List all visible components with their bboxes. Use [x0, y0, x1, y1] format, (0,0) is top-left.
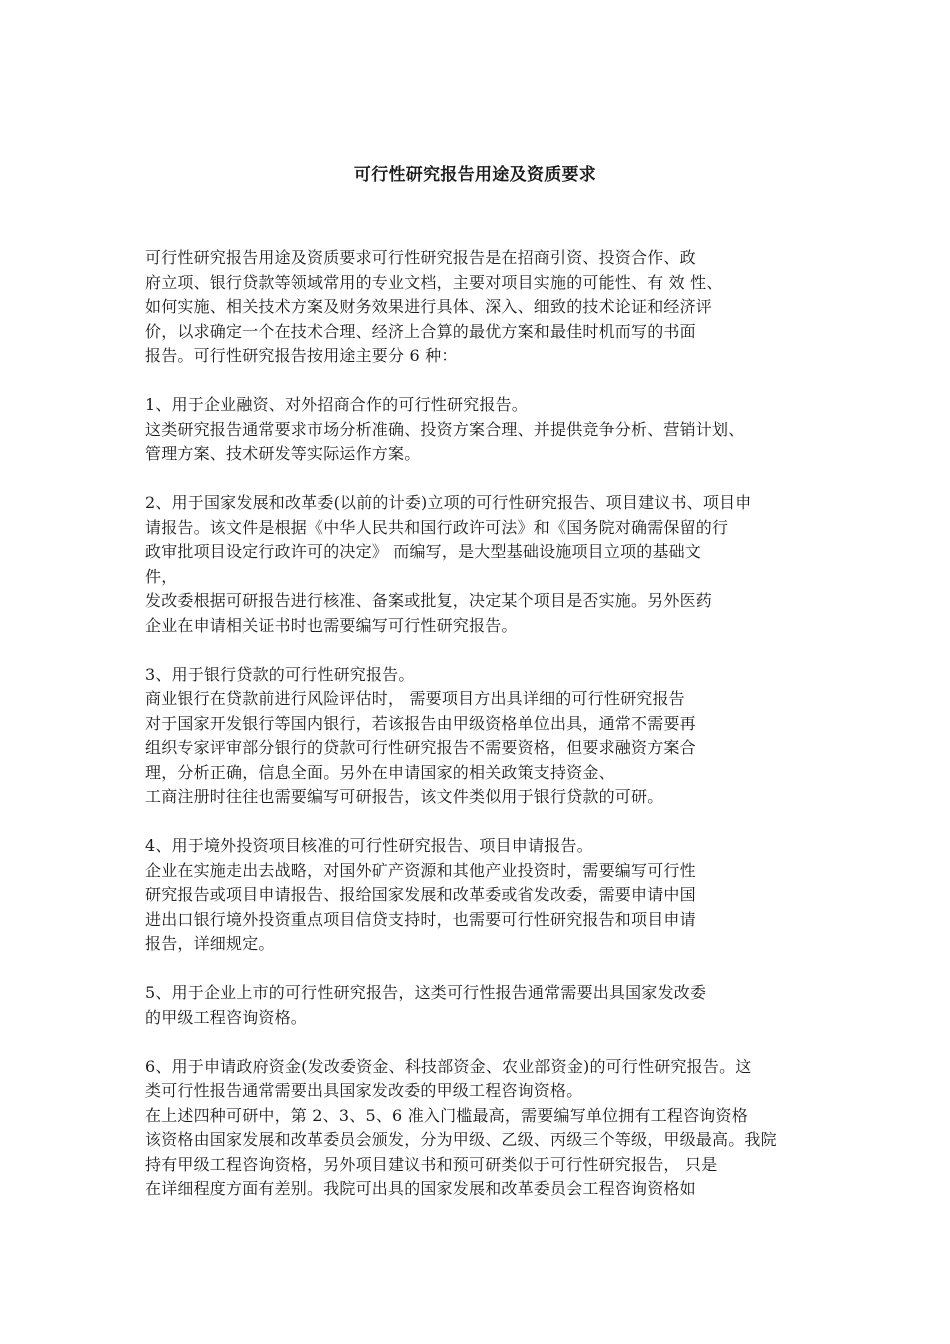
text-line: 企业在实施走出去战略，对国外矿产资源和其他产业投资时，需要编写可行性	[145, 860, 696, 880]
text-line: 进出口银行境外投资重点项目信贷支持时，也需要可行性研究报告和项目申请	[145, 909, 696, 929]
text-line: 报告。可行性研究报告按用途主要分 6 种：	[145, 346, 458, 365]
item-4-paragraph	[145, 834, 825, 957]
item-heading: 4、用于境外投资项目核准的可行性研究报告、项目申请报告。	[145, 836, 593, 855]
text-line: 政审批项目设定行政许可的决定》 而编写，是大型基础设施项目立项的基础文	[145, 542, 702, 561]
document-body	[145, 246, 825, 1202]
text-line: 价，以求确定一个在技术合理、经济上合算的最优方案和最佳时机而写的书面	[145, 321, 696, 341]
item-heading: 1、用于企业融资、对外招商合作的可行性研究报告。	[145, 395, 528, 414]
text-line: 类可行性报告通常需要出具国家发改委的甲级工程咨询资格。	[145, 1081, 583, 1100]
text-line: 可行性研究报告用途及资质要求可行性研究报告是在招商引资、投资合作、政	[145, 248, 696, 267]
text-line: 工商注册时往往也需要编写可研报告，该文件类似用于银行贷款的可研。	[145, 787, 664, 806]
item-2-paragraph	[145, 491, 825, 638]
text-line: 理，分析正确，信息全面。另外在申请国家的相关政策支持资金、	[145, 762, 615, 782]
text-line: 的甲级工程咨询资格。	[145, 1007, 308, 1027]
text-line: 管理方案、技术研发等实际运作方案。	[145, 444, 421, 463]
text-line: 府立项、银行贷款等领域常用的专业文档，主要对项目实施的可能性、有 效 性、	[145, 272, 723, 292]
document-title: 可行性研究报告用途及资质要求	[353, 165, 597, 185]
text-line: 报告，详细规定。	[145, 934, 275, 953]
text-line: 请报告。该文件是根据《中华人民共和国行政许可法》和《国务院对确需保留的行	[145, 517, 729, 537]
text-line: 企业在申请相关证书时也需要编写可行性研究报告。	[145, 615, 518, 635]
text-line: 发改委根据可研报告进行核准、备案或批复，决定某个项目是否实施。另外医药	[145, 591, 713, 610]
text-line: 对于国家开发银行等国内银行，若该报告由甲级资格单位出具，通常不需要再	[145, 713, 696, 733]
text-line: 研究报告或项目申请报告、报给国家发展和改革委或省发改委，需要申请中国	[145, 885, 696, 904]
text-line: 在上述四种可研中，第 2、3、5、6 准入门槛最高，需要编写单位拥有工程咨询资格	[145, 1105, 748, 1125]
item-heading: 6、用于申请政府资金(发改委资金、科技部资金、农业部资金)的可行性研究报告。这	[145, 1056, 752, 1076]
text-line: 组织专家评审部分银行的贷款可行性研究报告不需要资格，但要求融资方案合	[145, 738, 696, 757]
item-heading: 2、用于国家发展和改革委(以前的计委)立项的可行性研究报告、项目建议书、项目申	[145, 493, 752, 512]
text-line: 商业银行在贷款前进行风险评估时， 需要项目方出具详细的可行性研究报告	[145, 689, 685, 708]
text-line: 这类研究报告通常要求市场分析准确、投资方案合理、并提供竞争分析、营销计划、	[145, 419, 745, 439]
text-line: 如何实施、相关技术方案及财务效果进行具体、深入、细致的技术论证和经济评	[145, 297, 713, 316]
text-line: 件，	[145, 566, 178, 586]
item-heading: 5、用于企业上市的可行性研究报告，这类可行性报告通常需要出具国家发改委	[145, 983, 707, 1002]
text-line: 该资格由国家发展和改革委员会颁发，分为甲级、乙级、丙级三个等级，甲级最高。我院	[145, 1130, 777, 1149]
text-line: 持有甲级工程咨询资格，另外项目建议书和预可研类似于可行性研究报告， 只是	[145, 1154, 718, 1174]
intro-paragraph	[145, 246, 825, 369]
text-line: 在详细程度方面有差别。我院可出具的国家发展和改革委员会工程咨询资格如	[145, 1179, 696, 1198]
item-1-paragraph	[145, 393, 825, 467]
item-5-paragraph	[145, 981, 825, 1030]
item-3-paragraph	[145, 663, 825, 810]
item-6-paragraph	[145, 1055, 825, 1202]
item-heading: 3、用于银行贷款的可行性研究报告。	[145, 664, 415, 684]
